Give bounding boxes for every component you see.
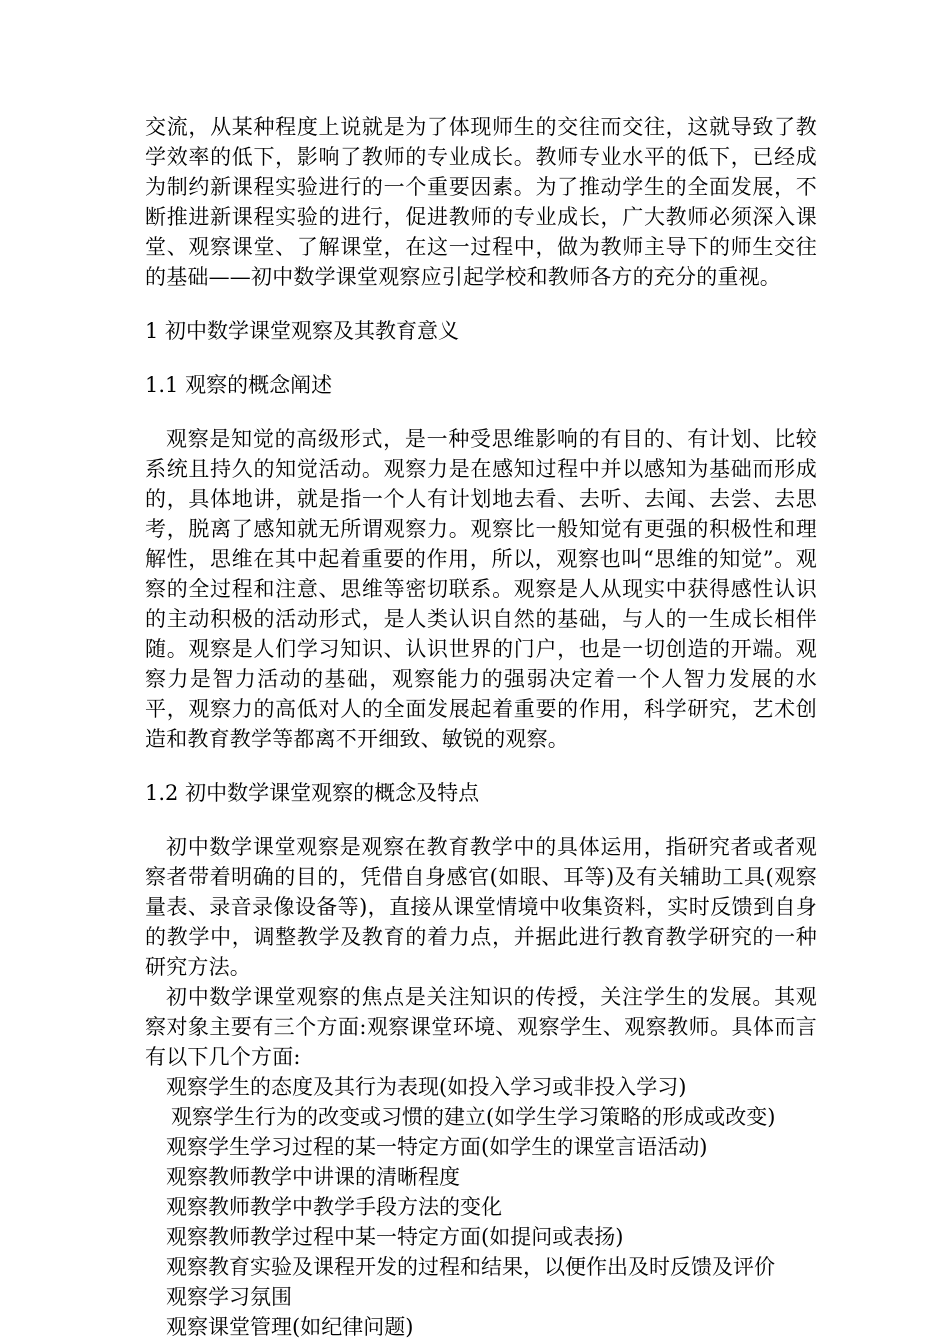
observation-list	[145, 1072, 817, 1342]
spacer	[145, 400, 817, 424]
list-item: 观察学生行为的改变或习惯的建立(如学生学习策略的形成或改变)	[171, 1105, 776, 1129]
section-1-heading: 1 初中数学课堂观察及其教育意义	[145, 319, 460, 343]
list-item: 观察教师教学中教学手段方法的变化	[166, 1195, 502, 1219]
list-item: 观察学生的态度及其行为表现(如投入学习或非投入学习)	[166, 1075, 687, 1099]
list-item: 观察教育实验及课程开发的过程和结果，以便作出及时反馈及评价	[166, 1255, 775, 1279]
list-item: 观察课堂管理(如纪律问题)	[166, 1315, 414, 1339]
section-1-2-paragraph-1: 初中数学课堂观察是观察在教育教学中的具体运用，指研究者或者观察者带着明确的目的，凭借自身感官(如眼、耳等)及有关辅助工具(观察量表、录音录像设备等)，直接从课堂情境中收集资料，实时反馈到自身的教学中，调整教学及教育的着力点，并据此进行教育教学研究的一种研究方法。	[145, 835, 817, 979]
section-1-2-paragraph-2: 初中数学课堂观察的焦点是关注知识的传授，关注学生的发展。其观察对象主要有三个方面:观察课堂环境、观察学生、观察教师。具体而言有以下几个方面:	[145, 985, 817, 1069]
spacer	[145, 292, 817, 316]
spacer	[145, 808, 817, 832]
section-1-1-heading: 1.1 观察的概念阐述	[145, 373, 333, 397]
list-item: 观察教师教学过程中某一特定方面(如提问或表扬)	[166, 1225, 624, 1249]
spacer	[145, 754, 817, 778]
section-1-2-heading: 1.2 初中数学课堂观察的概念及特点	[145, 781, 480, 805]
list-item: 观察学习氛围	[166, 1285, 292, 1309]
spacer	[145, 346, 817, 370]
list-item: 观察教师教学中讲课的清晰程度	[166, 1165, 460, 1189]
intro-paragraph: 交流，从某种程度上说就是为了体现师生的交往而交往，这就导致了教学效率的低下，影响了教师的专业成长。教师专业水平的低下，已经成为制约新课程实验进行的一个重要因素。为了推动学生的全面发展，不断推进新课程实验的进行，促进教师的专业成长，广大教师必须深入课堂、观察课堂、了解课堂，在这一过程中，做为教师主导下的师生交往的基础——初中数学课堂观察应引起学校和教师各方的充分的重视。	[145, 115, 817, 289]
document-page	[145, 112, 817, 1342]
list-item: 观察学生学习过程的某一特定方面(如学生的课堂言语活动)	[166, 1135, 708, 1159]
section-1-1-paragraph: 观察是知觉的高级形式，是一种受思维影响的有目的、有计划、比较系统且持久的知觉活动。观察力是在感知过程中并以感知为基础而形成的，具体地讲，就是指一个人有计划地去看、去听、去闻、去尝、去思考，脱离了感知就无所谓观察力。观察比一般知觉有更强的积极性和理解性，思维在其中起着重要的作用，所以，观察也叫“思维的知觉”。观察的全过程和注意、思维等密切联系。观察是人从现实中获得感性认识的主动积极的活动形式，是人类认识自然的基础，与人的一生成长相伴随。观察是人们学习知识、认识世界的门户，也是一切创造的开端。观察力是智力活动的基础，观察能力的强弱决定着一个人智力发展的水平，观察力的高低对人的全面发展起着重要的作用，科学研究，艺术创造和教育教学等都离不开细致、敏锐的观察。	[145, 427, 817, 751]
